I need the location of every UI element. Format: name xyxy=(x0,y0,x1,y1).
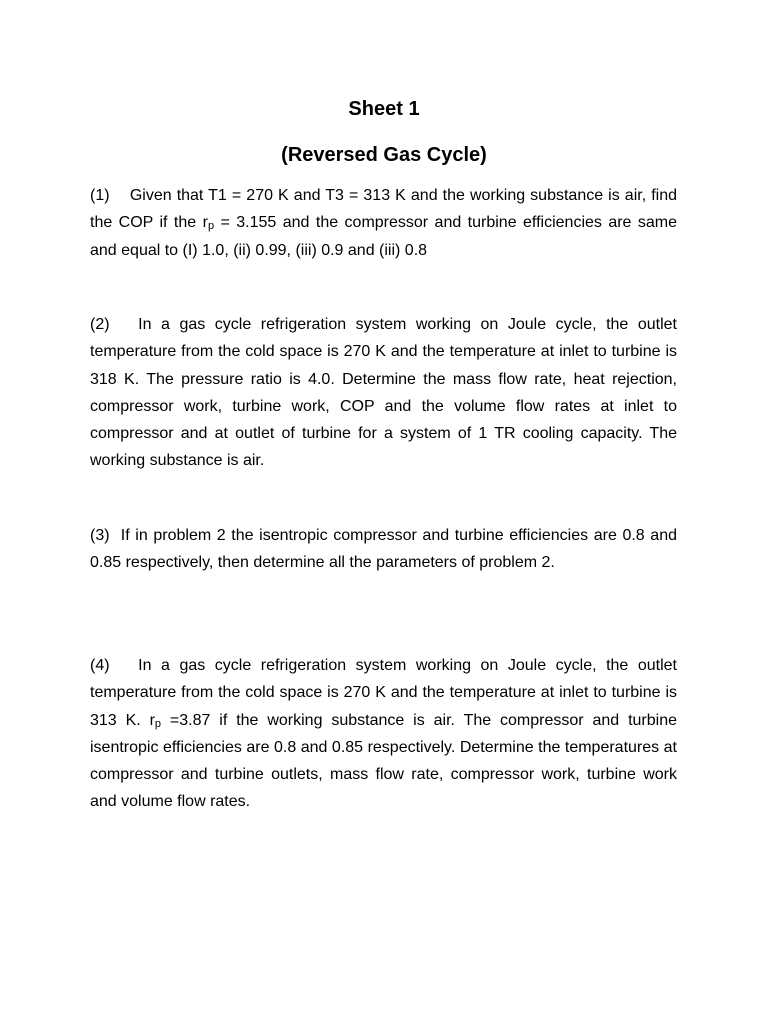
problem-1 xyxy=(90,182,677,264)
problem-number: (1) xyxy=(90,187,110,204)
problem-text: = 3.155 and the compressor and turbine efficiencies are same and equal to (I) 1.0, (ii) 0.99, (iii) 0.9 and (iii) 0.8 xyxy=(90,214,678,259)
problem-3 xyxy=(90,522,677,577)
problem-number: (4) xyxy=(90,657,110,674)
problem-text: In a gas cycle refrigeration system working on Joule cycle, the outlet temperature from the cold space is 270 K and the temperature at inlet to turbine is 313 K. r xyxy=(90,657,677,729)
subscript: p xyxy=(154,717,162,730)
problem-text: =3.87 if the working substance is air. The compressor and turbine isentropic efficiencies are 0.8 and 0.85 respectively. Determine the temperatures at compressor and turbine outlets, mass flow rate, compressor work, turbine work and volume flow rates. xyxy=(90,711,677,811)
problem-text: Given that T1 = 270 K and T3 = 313 K and the working substance is air, find the COP if the r xyxy=(90,187,678,232)
problem-4 xyxy=(90,652,677,816)
problem-text: In a gas cycle refrigeration system working on Joule cycle, the outlet temperature from the cold space is 270 K and the temperature at inlet to turbine is 318 K. The pressure ratio is 4.0. Determine the mass flow rate, heat rejection, compressor work, turbine work, COP and the volume flow rates at inlet to compressor and at outlet of turbine for a system of 1 TR cooling capacity. The working substance is air. xyxy=(90,316,677,470)
problem-number: (2) xyxy=(90,316,110,333)
problem-2 xyxy=(90,311,677,475)
problem-text: If in problem 2 the isentropic compressor and turbine efficiencies are 0.8 and 0.85 respectively, then determine all the parameters of problem 2. xyxy=(90,527,678,572)
sheet-subtitle: (Reversed Gas Cycle) xyxy=(281,144,487,166)
sheet-title: Sheet 1 xyxy=(348,98,420,120)
problem-number: (3) xyxy=(90,527,110,544)
subscript: p xyxy=(207,220,215,233)
